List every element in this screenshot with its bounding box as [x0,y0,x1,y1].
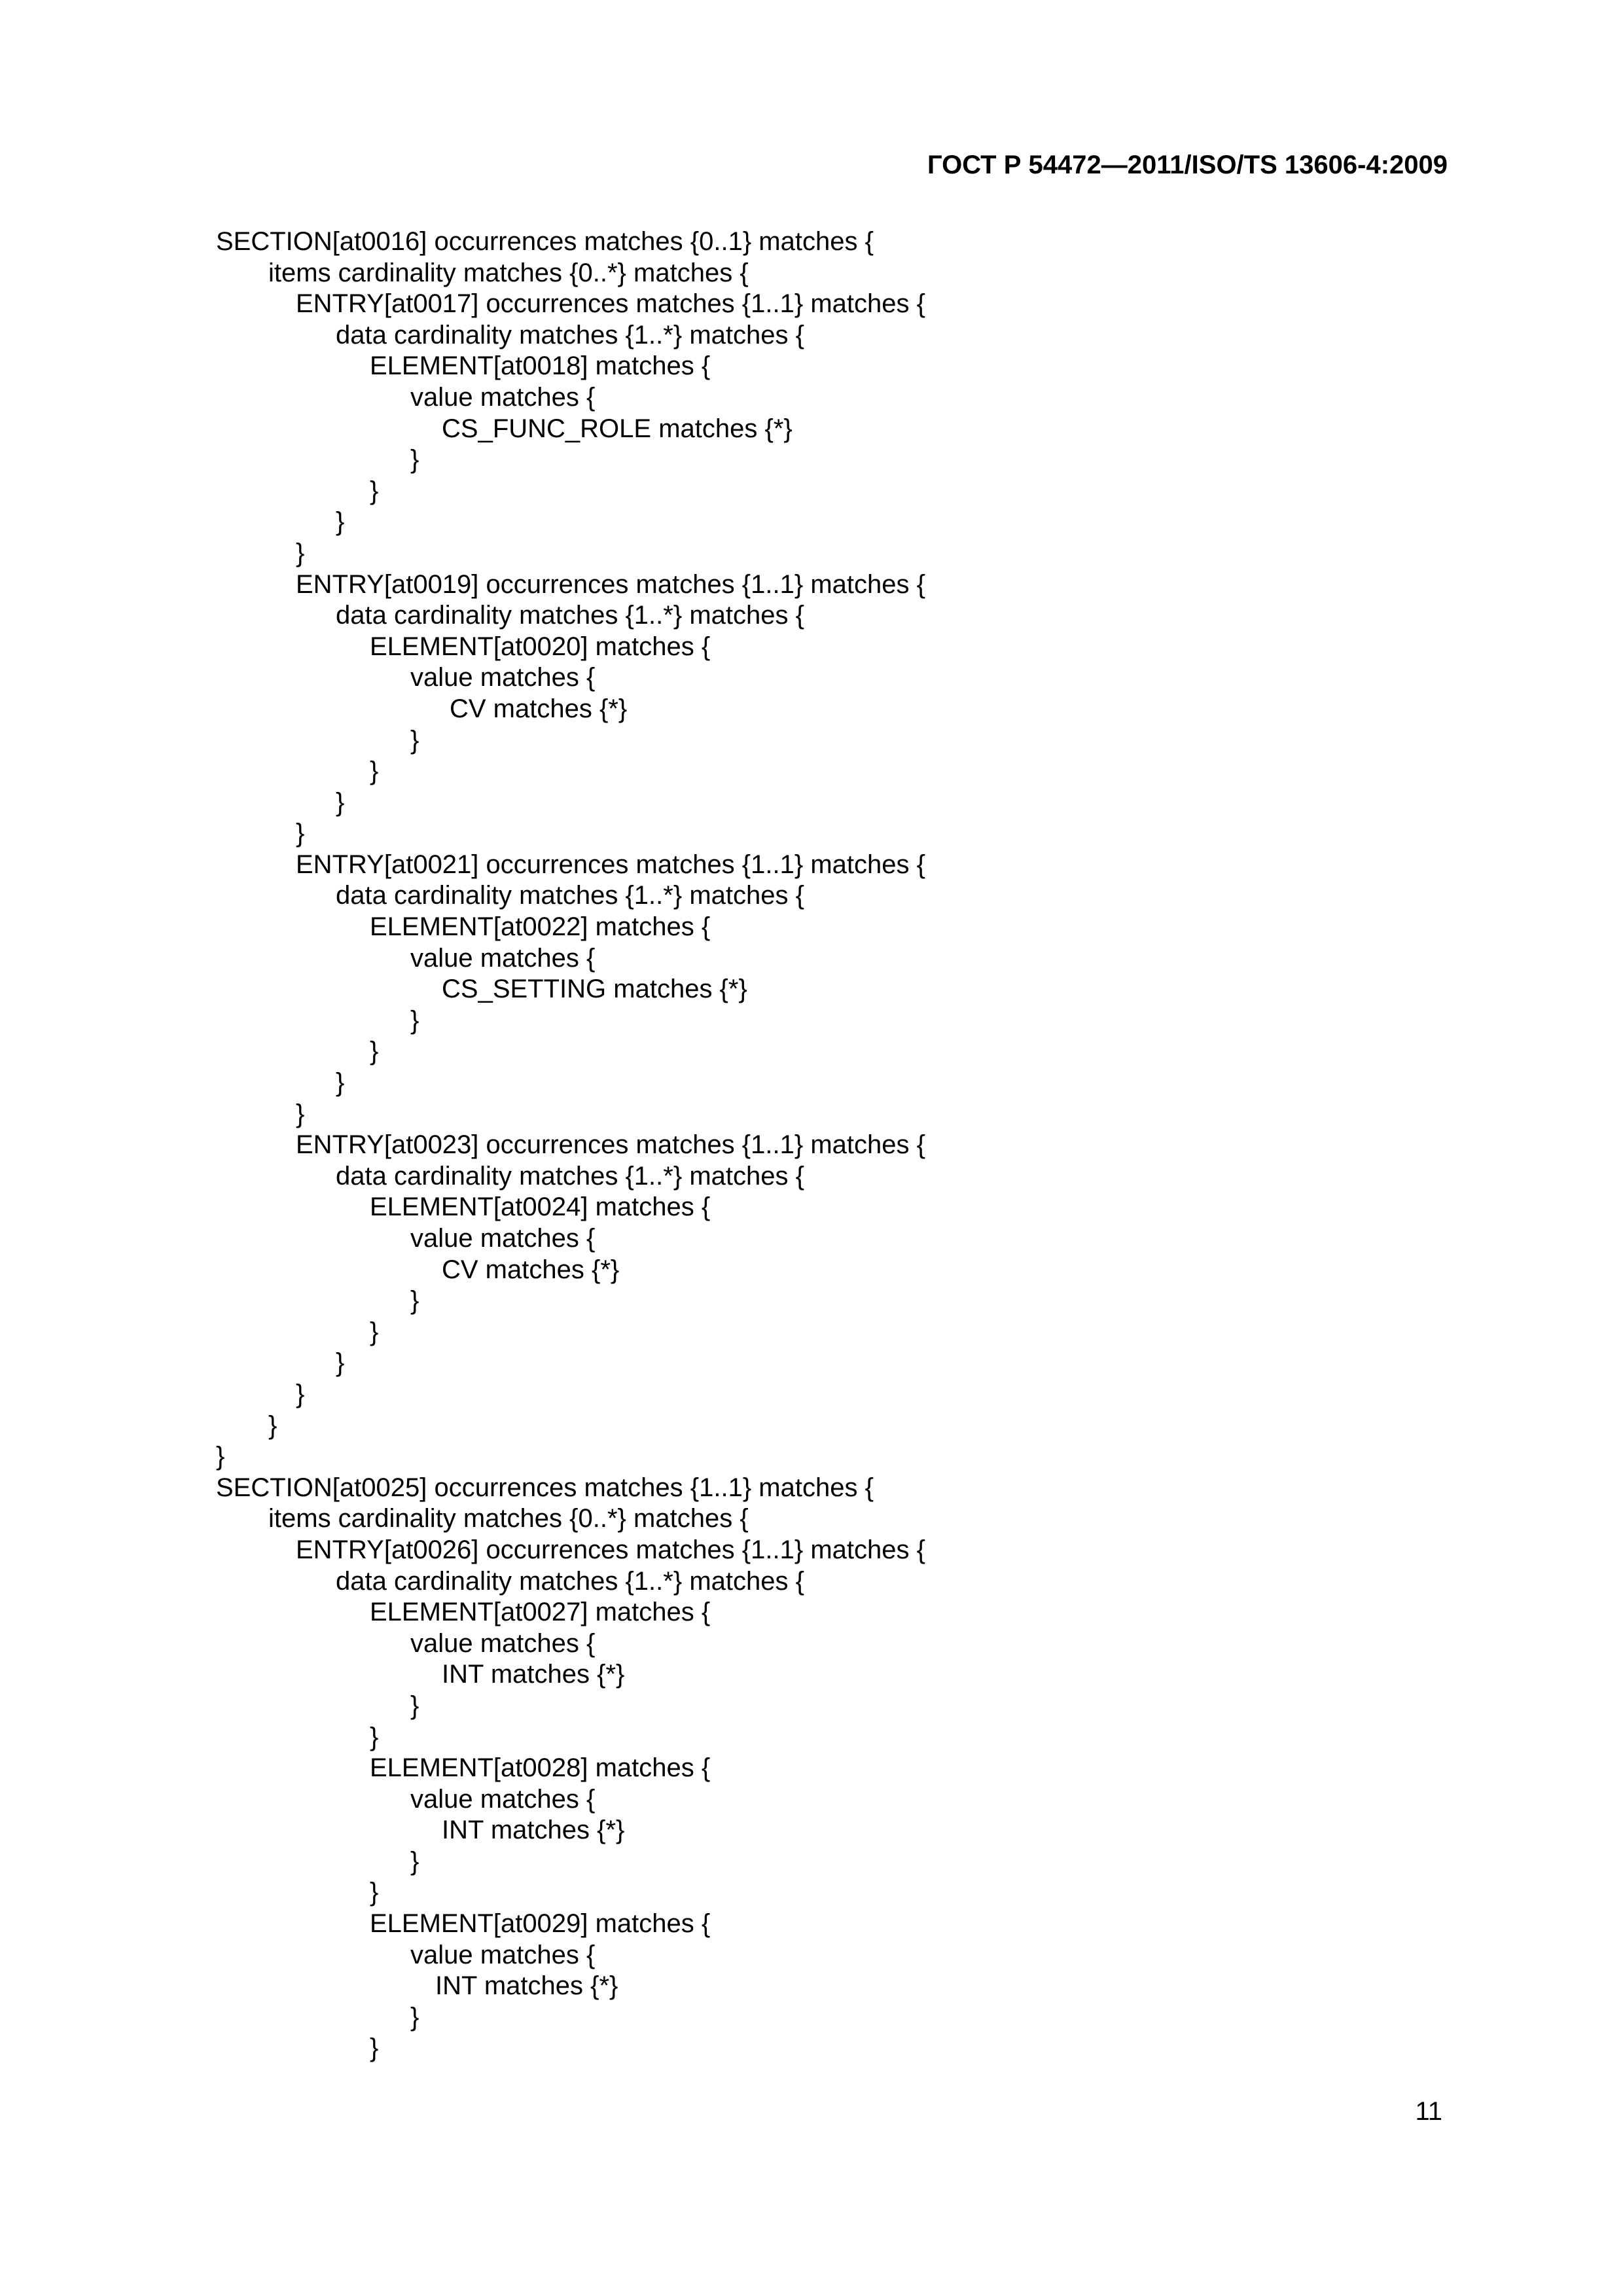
code-line: } [410,1691,419,1720]
code-line: } [296,819,305,848]
code-line: data cardinality matches {1..*} matches { [336,601,804,630]
code-line: ENTRY[at0017] occurrences matches {1..1} matches { [296,289,925,319]
code-line: value matches { [410,1784,596,1814]
code-line: } [336,1348,345,1378]
code-line: ENTRY[at0023] occurrences matches {1..1} matches { [296,1130,925,1160]
code-line: } [268,1410,277,1440]
document-header: ГОСТ Р 54472—2011/ISO/TS 13606-4:2009 [927,151,1448,179]
code-line: data cardinality matches {1..*} matches { [336,320,804,350]
code-line: } [370,1878,379,1907]
code-line: } [336,507,345,537]
code-line: } [410,725,419,755]
code-line: value matches { [410,943,596,973]
code-line: } [370,1317,379,1346]
code-line: ENTRY[at0026] occurrences matches {1..1} matches { [296,1535,925,1564]
code-line: value matches { [410,663,596,692]
code-line: value matches { [410,1628,596,1658]
code-line: } [410,1846,419,1876]
code-line: } [296,1379,305,1408]
code-line: CV matches {*} [450,694,628,723]
code-line: SECTION[at0025] occurrences matches {1..1} matches { [216,1473,874,1502]
code-line: ELEMENT[at0029] matches { [370,1909,711,1939]
code-line: } [370,1037,379,1066]
code-line: } [370,757,379,786]
code-line: CS_SETTING matches {*} [442,975,747,1004]
code-line: ELEMENT[at0020] matches { [370,632,711,661]
page-number: 11 [1415,2097,1442,2126]
code-line: } [370,476,379,505]
code-line: ELEMENT[at0022] matches { [370,912,711,942]
code-line: ENTRY[at0021] occurrences matches {1..1} matches { [296,850,925,879]
code-line: } [410,445,419,475]
code-line: value matches { [410,382,596,412]
code-line: ENTRY[at0019] occurrences matches {1..1} matches { [296,569,925,599]
code-line: } [410,1286,419,1316]
code-line: ELEMENT[at0028] matches { [370,1753,711,1783]
code-line: } [296,538,305,567]
code-line: data cardinality matches {1..*} matches { [336,1566,804,1596]
code-line: } [410,1005,419,1035]
code-line: CV matches {*} [442,1255,620,1284]
code-line: INT matches {*} [435,1971,618,2001]
code-line: ELEMENT[at0027] matches { [370,1598,711,1627]
code-line: } [410,2002,419,2032]
code-line: value matches { [410,1940,596,1969]
code-line: INT matches {*} [442,1816,625,1845]
code-line: value matches { [410,1224,596,1253]
code-line: } [370,2034,379,2063]
code-line: } [296,1099,305,1128]
code-line: } [216,1442,225,1471]
code-line: ELEMENT[at0024] matches { [370,1193,711,1222]
code-line: data cardinality matches {1..*} matches { [336,881,804,910]
archetype-code-block [216,226,925,2064]
code-line: items cardinality matches {0..*} matches { [268,1504,749,1534]
code-line: CS_FUNC_ROLE matches {*} [442,414,793,443]
code-line: } [370,1722,379,1751]
code-line: data cardinality matches {1..*} matches { [336,1161,804,1191]
code-line: ELEMENT[at0018] matches { [370,351,711,381]
code-line: } [336,1068,345,1098]
code-line: items cardinality matches {0..*} matches { [268,258,749,287]
code-line: SECTION[at0016] occurrences matches {0..1} matches { [216,227,874,256]
code-line: } [336,787,345,817]
code-line: INT matches {*} [442,1660,625,1689]
